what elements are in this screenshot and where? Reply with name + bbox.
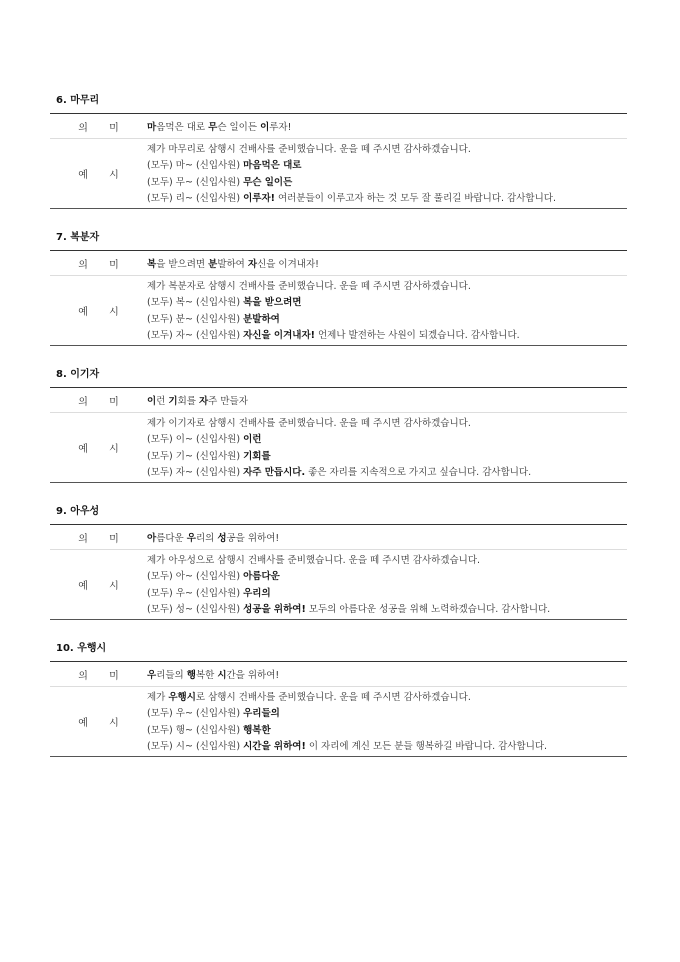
emphasis-text: 성 — [217, 533, 227, 544]
text-run: 음먹은 대로 — [156, 122, 209, 133]
meaning-text — [147, 393, 248, 407]
text-run: 리의 — [195, 533, 218, 544]
meaning-label: 의 미 — [78, 259, 128, 271]
meaning-label: 의 미 — [78, 670, 128, 682]
example-row — [50, 413, 627, 482]
meaning-label: 의 미 — [78, 533, 128, 545]
toast-section — [50, 642, 627, 757]
toast-table — [50, 524, 627, 620]
meaning-row — [50, 388, 627, 413]
emphasis-text: 행 — [186, 670, 196, 681]
text-run: 회를 — [177, 396, 199, 407]
text-run: 제가 마무리로 삼행시 건배사를 준비했습니다. 운을 떼 주시면 감사하겠습니다. — [147, 143, 471, 155]
example-line — [147, 553, 550, 570]
emphasis-text: 분 — [208, 259, 218, 270]
emphasis-text: 이루자! — [243, 193, 275, 204]
example-line — [147, 175, 556, 192]
text-run: 이 자리에 계신 모든 분들 행복하길 바랍니다. 감사합니다. — [305, 741, 548, 752]
text-run: (모두) 성~ (신입사원) — [147, 604, 244, 615]
example-line — [147, 586, 550, 603]
text-run: (모두) 행~ (신입사원) — [147, 724, 244, 736]
section-title: 9. 아우성 — [56, 506, 100, 517]
example-line — [147, 295, 520, 312]
emphasis-text: 우행시 — [168, 691, 196, 703]
example-line — [147, 569, 550, 586]
meaning-label: 의 미 — [78, 122, 128, 134]
toast-section — [50, 94, 627, 209]
emphasis-text: 자신을 이겨내자! — [243, 330, 315, 341]
emphasis-text: 자주 만듭시다. — [243, 467, 306, 478]
example-line — [147, 312, 520, 329]
text-run: (모두) 마~ (신입사원) — [147, 160, 244, 171]
example-row — [50, 276, 627, 345]
text-run: (모두) 우~ (신입사원) — [147, 587, 244, 599]
text-run: (모두) 분~ (신입사원) — [147, 313, 244, 325]
text-run: (모두) 기~ (신입사원) — [147, 450, 244, 462]
text-run: 루자! — [269, 122, 292, 133]
example-line — [147, 723, 547, 740]
text-run: 제가 — [147, 691, 169, 703]
meaning-row — [50, 251, 627, 276]
emphasis-text: 자 — [247, 259, 258, 270]
emphasis-text: 우리들의 — [243, 708, 280, 719]
meaning-row — [50, 114, 627, 139]
example-lines — [147, 140, 556, 208]
example-label: 예 시 — [78, 170, 128, 181]
emphasis-text: 이 — [260, 122, 270, 133]
example-line — [147, 328, 520, 345]
toast-section — [50, 368, 627, 483]
toast-table — [50, 113, 627, 209]
emphasis-text: 마 — [147, 122, 157, 133]
text-run: (모두) 우~ (신입사원) — [147, 708, 244, 719]
text-run: 슨 일이든 — [217, 122, 261, 133]
emphasis-text: 아름다운 — [243, 571, 280, 582]
text-run: 신을 이겨내자! — [257, 259, 319, 270]
example-label: 예 시 — [78, 581, 128, 592]
meaning-label: 의 미 — [78, 396, 128, 408]
example-line — [147, 432, 531, 449]
toast-table — [50, 661, 627, 757]
example-line — [147, 739, 547, 756]
emphasis-text: 시간을 위하여! — [243, 741, 306, 752]
example-line — [147, 191, 556, 208]
text-run: 을 받으려면 — [156, 259, 209, 270]
section-title: 10. 우행시 — [56, 643, 107, 654]
emphasis-text: 마음먹은 대로 — [243, 160, 302, 171]
text-run: 간을 위하여! — [226, 670, 280, 681]
emphasis-text: 이런 — [243, 434, 262, 445]
toast-table — [50, 250, 627, 346]
section-title: 8. 이기자 — [56, 369, 100, 380]
text-run: 언제나 발전하는 사원이 되겠습니다. 감사합니다. — [314, 330, 520, 341]
text-run: (모두) 복~ (신입사원) — [147, 297, 244, 308]
text-run: 발하여 — [217, 259, 248, 270]
example-label: 예 시 — [78, 718, 128, 729]
text-run: (모두) 무~ (신입사원) — [147, 176, 244, 188]
emphasis-text: 우 — [147, 670, 157, 681]
example-line — [147, 142, 556, 159]
example-lines — [147, 551, 550, 619]
example-line — [147, 279, 520, 296]
emphasis-text: 무 — [208, 122, 218, 133]
example-label: 예 시 — [78, 307, 128, 318]
example-line — [147, 158, 556, 175]
emphasis-text: 시 — [217, 670, 227, 681]
text-run: 제가 복분자로 삼행시 건배사를 준비했습니다. 운을 떼 주시면 감사하겠습니다. — [147, 280, 471, 292]
meaning-text — [147, 667, 279, 681]
text-run: 제가 아우성으로 삼행시 건배사를 준비했습니다. 운을 떼 주시면 감사하겠습니다. — [147, 554, 481, 566]
emphasis-text: 기회를 — [243, 450, 271, 462]
emphasis-text: 우 — [186, 533, 196, 544]
example-row — [50, 139, 627, 208]
example-line — [147, 706, 547, 723]
example-label: 예 시 — [78, 444, 128, 455]
text-run: 공을 위하여! — [226, 533, 280, 544]
example-lines — [147, 688, 547, 756]
example-line — [147, 449, 531, 466]
example-row — [50, 687, 627, 756]
text-run: (모두) 리~ (신입사원) — [147, 193, 244, 204]
example-lines — [147, 277, 520, 345]
emphasis-text: 복을 받으려면 — [243, 297, 302, 308]
text-run: 여러분들이 이루고자 하는 것 모두 잘 풀리길 바랍니다. 감사합니다. — [274, 193, 556, 204]
toast-section — [50, 231, 627, 346]
text-run: (모두) 자~ (신입사원) — [147, 330, 244, 341]
text-run: 리들의 — [156, 670, 187, 681]
text-run: 좋은 자리를 지속적으로 가지고 싶습니다. 감사합니다. — [305, 467, 532, 478]
example-line — [147, 602, 550, 619]
text-run: (모두) 시~ (신입사원) — [147, 741, 244, 752]
emphasis-text: 이 — [147, 396, 157, 407]
meaning-row — [50, 662, 627, 687]
text-run: 주 만들자 — [208, 396, 248, 407]
meaning-text — [147, 119, 291, 133]
emphasis-text: 복 — [147, 259, 157, 270]
emphasis-text: 아 — [147, 533, 157, 544]
emphasis-text: 자 — [198, 396, 209, 407]
example-lines — [147, 414, 531, 482]
text-run: 런 — [156, 396, 169, 407]
emphasis-text: 분발하여 — [243, 313, 280, 325]
example-row — [50, 550, 627, 619]
emphasis-text: 우리의 — [243, 587, 271, 599]
section-title: 6. 마무리 — [56, 95, 100, 106]
section-title: 7. 복분자 — [56, 232, 100, 243]
meaning-text — [147, 530, 279, 544]
emphasis-text: 성공을 위하여! — [243, 604, 306, 615]
meaning-row — [50, 525, 627, 550]
text-run: (모두) 이~ (신입사원) — [147, 434, 244, 445]
meaning-text — [147, 256, 319, 270]
text-run: 로 삼행시 건배사를 준비했습니다. 운을 떼 주시면 감사하겠습니다. — [195, 691, 471, 703]
text-run: 복한 — [195, 670, 218, 681]
example-line — [147, 690, 547, 707]
toast-table — [50, 387, 627, 483]
text-run: 모두의 아름다운 성공을 위해 노력하겠습니다. 감사합니다. — [305, 604, 551, 615]
text-run: (모두) 아~ (신입사원) — [147, 571, 244, 582]
emphasis-text: 무슨 일이든 — [243, 176, 293, 188]
text-run: 름다운 — [156, 533, 187, 544]
example-line — [147, 416, 531, 433]
text-run: (모두) 자~ (신입사원) — [147, 467, 244, 478]
emphasis-text: 행복한 — [243, 724, 271, 736]
text-run: 제가 이기자로 삼행시 건배사를 준비했습니다. 운을 떼 주시면 감사하겠습니다. — [147, 417, 471, 429]
emphasis-text: 기 — [168, 396, 178, 407]
example-line — [147, 465, 531, 482]
toast-section — [50, 505, 627, 620]
